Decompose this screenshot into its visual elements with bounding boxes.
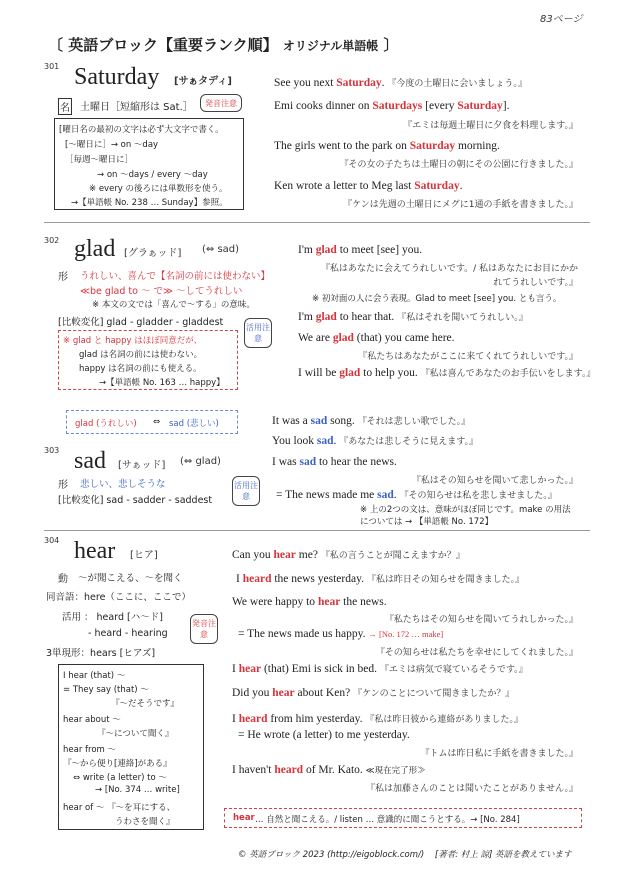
- example-sentence: Can you hear me? 『私の言うことが聞こえますか？』: [232, 549, 465, 561]
- example-sentence: I was sad to hear the news.: [272, 456, 397, 468]
- pronunciation-badge: 発音注意: [190, 614, 218, 644]
- usage-note-box: [58, 330, 238, 390]
- example-sentence: The girls went to the park on Saturday morning.: [274, 140, 500, 152]
- title-main: 英語ブロック【重要ランク順】: [68, 36, 278, 54]
- conjugation: - heard - hearing: [88, 628, 168, 639]
- note-line: 『～について聞く』: [97, 729, 174, 739]
- entry-number: 301: [44, 62, 60, 71]
- translation: 『あなたは悲しそうに見えます。』: [339, 436, 479, 446]
- part-of-speech: 形: [58, 272, 68, 283]
- note-line: ※ glad と happy はほぼ同意だが、: [63, 336, 203, 346]
- usage-note-box: [58, 664, 204, 830]
- homophone: 同音語：here（ここに、ここで）: [46, 592, 191, 603]
- part-of-speech: 名: [58, 98, 72, 115]
- example-sentence: I'm glad to hear that. 『私はそれを聞いてうれしい。』: [298, 311, 528, 323]
- meaning: ～が聞こえる、～を聞く: [78, 573, 183, 584]
- conjugation: 活用 ： heard [ハ～ド]: [62, 612, 163, 623]
- example-sentence: Did you hear about Ken? 『ケンのことについて聞きましたか？』: [232, 687, 515, 699]
- translation: 『今度の土曜日に会いましょう。』: [387, 78, 527, 88]
- note-line: → [No. 374 … write]: [95, 785, 180, 795]
- pronunciation: [サぁタディ]: [174, 76, 232, 87]
- example-sentence: It was a sad song. 『それは悲しい歌でした。』: [272, 415, 471, 427]
- translation: 『私はあなたに会えてうれしいです。/ 私はあなたにお目にかかれてうれしいです。』: [320, 264, 578, 288]
- conjugation-badge: 活用注意: [244, 318, 272, 348]
- comparison-forms: [比較変化] glad - gladder - gladdest: [58, 317, 224, 328]
- note-line: 『～から便り[連絡]がある』: [63, 759, 172, 769]
- note-line: うわさを聞く』: [115, 817, 175, 827]
- example-sentence: I heard from him yesterday. 『私は昨日彼から連絡がありました。』: [232, 713, 523, 725]
- entry-number: 303: [44, 446, 60, 455]
- translation: 『私たちはあなたがここに来てくれてうれしいです。』: [358, 352, 578, 362]
- note-line: [～曜日に］→ on ～day: [65, 140, 159, 150]
- note-line: = They say (that) ～: [63, 685, 149, 695]
- contrast-arrow: ⇔: [153, 417, 161, 427]
- translation: 『私の言うことが聞こえますか？』: [320, 550, 465, 560]
- footer-copyright: © 英語ブロック 2023: [238, 850, 325, 860]
- example-sentence: = He wrote (a letter) to me yesterday.: [238, 729, 410, 741]
- translation: 『私は昨日その知らせを聞きました。』: [366, 574, 525, 584]
- translation: 『私はそれを聞いてうれしい。』: [397, 312, 528, 322]
- example-sentence: See you next Saturday. 『今度の土曜日に会いましょう。』: [274, 77, 527, 89]
- translation: 『ケンは先週の土曜日にメグに1通の手紙を書きました。』: [343, 200, 578, 210]
- title-close-bracket: 〕: [383, 36, 399, 54]
- grammar-pattern: ≪be glad to ～ で≫ ～してうれしい: [80, 286, 243, 297]
- contrast-box: [66, 410, 238, 434]
- conjugation-badge: 活用注意: [232, 476, 260, 506]
- translation: 『トムは昨日私に手紙を書きました。』: [420, 749, 578, 759]
- translation: 『私は喜んであなたのお手伝いをします。』: [420, 368, 596, 378]
- pattern-note: ※ 本文の文では「喜んで～する」の意味。: [92, 300, 255, 310]
- part-of-speech: 動: [58, 574, 68, 585]
- usage-note-box: [54, 118, 244, 210]
- example-sentence: Emi cooks dinner on Saturdays [every Saturday].: [274, 100, 510, 112]
- hear-listen-note: [224, 808, 582, 828]
- page-number: 83ページ: [540, 14, 583, 25]
- pronunciation: [ヒア]: [130, 550, 158, 561]
- translation: 『私は昨日彼から連絡がありました。』: [365, 714, 523, 724]
- antonym: (⇔ sad): [202, 244, 240, 255]
- note-line: hear about ～: [63, 715, 121, 725]
- grammar-tag: ≪現在完了形≫: [365, 765, 426, 775]
- example-sentence: Ken wrote a letter to Meg last Saturday.: [274, 180, 463, 192]
- note-line: ⇔ write (a letter) to ～: [73, 773, 167, 783]
- translation: 『それは悲しい歌でした。』: [357, 416, 471, 426]
- example-sentence: I haven't heard of Mr. Kato. ≪現在完了形≫: [232, 764, 426, 776]
- translation: 『その知らせは私を悲しませました。』: [399, 490, 557, 500]
- note-line: →【単語帳 No. 163 … happy】: [99, 378, 225, 388]
- title-open-bracket: 〔: [48, 36, 64, 54]
- example-sentence: I will be glad to help you. 『私は喜んであなたのお手伝いをします。』: [298, 367, 596, 379]
- note-keyword: hear: [233, 813, 255, 823]
- entry-number: 302: [44, 236, 60, 245]
- note-line: ※ every の後ろには単数形を使う。: [89, 184, 228, 194]
- note-line: →【単語帳 No. 238 … Sunday】参照。: [71, 198, 228, 208]
- comparison-forms: [比較変化] sad - sadder - saddest: [58, 495, 213, 506]
- footer: [238, 848, 572, 860]
- headword: sad: [74, 448, 106, 474]
- translation: 『その知らせは私たちを幸せにしてくれました。』: [375, 648, 578, 658]
- note-line: hear of ～ 『～を耳にする、: [63, 803, 176, 813]
- translation: 『エミは病気で寝ているそうです。』: [379, 664, 528, 674]
- note-line: [曜日名の最初の文字は必ず大文字で書く。: [59, 125, 224, 135]
- example-sentence: We are glad (that) you came here.: [298, 332, 455, 344]
- translation: 『私はその知らせを聞いて悲しかった。』: [411, 476, 578, 486]
- usage-note: ※ 上の2つの文は、意味がほぼ同じです。make の用法については → 【単語帳 No. 172】: [360, 505, 571, 527]
- note-line: ［毎週～曜日に］: [65, 155, 134, 165]
- note-line: I hear (that) ～: [63, 671, 126, 681]
- entry-number: 304: [44, 536, 60, 545]
- example-sentence: I hear (that) Emi is sick in bed. 『エミは病気で寝ているそうです。』: [232, 663, 528, 675]
- headword: Saturday: [74, 64, 160, 90]
- example-sentence: = The news made me sad. 『その知らせは私を悲しませました。』: [276, 489, 557, 501]
- usage-note: ※ 初対面の人に会う表現。Glad to meet [see] you. とも言う。: [312, 294, 562, 304]
- pronunciation: [サぁッド]: [118, 460, 166, 471]
- note-line: 『～だそうです』: [111, 699, 180, 709]
- note-line: happy は名詞の前にも使える。: [79, 364, 202, 374]
- example-sentence: I heard the news yesterday. 『私は昨日その知らせを聞きました。』: [236, 573, 525, 585]
- translation: 『その女の子たちは土曜日の朝にその公園に行きました。』: [339, 160, 578, 170]
- third-person-form: 3単現形：hears [ヒアズ]: [46, 648, 156, 659]
- part-of-speech: 形: [58, 480, 68, 491]
- translation: 『私は加藤さんのことは聞いたことがありません。』: [365, 784, 578, 794]
- cross-reference: → [No. 172 … make]: [368, 629, 444, 639]
- footer-author: [著者: 村上 諒] 英語を教えています: [434, 850, 572, 860]
- translation: 『私たちはその知らせを聞いてうれしかった。』: [384, 615, 578, 625]
- note-line: glad は名詞の前には使わない。: [79, 350, 203, 360]
- pronunciation: [グラぁッド]: [124, 248, 182, 259]
- note-text: … 自然と聞こえる。/ listen … 意識的に聞こうとする。→ [No. 284]: [255, 815, 520, 825]
- contrast-sad: sad (悲しい): [169, 419, 219, 429]
- example-sentence: You look sad. 『あなたは悲しそうに見えます。』: [272, 435, 479, 447]
- example-sentence: = The news made us happy. → [No. 172 … make]: [238, 628, 444, 640]
- pronunciation-badge: 発音注意: [200, 94, 242, 112]
- note-line: → on ～days / every ～day: [97, 170, 208, 180]
- headword: hear: [74, 538, 116, 564]
- headword: glad: [74, 236, 116, 262]
- meaning: うれしい、喜んで【名詞の前には使わない】: [80, 271, 271, 282]
- divider: [44, 222, 590, 223]
- translation: 『エミは毎週土曜日に夕食を料理します。』: [403, 121, 578, 131]
- title-sub: オリジナル単語帳: [282, 39, 379, 53]
- example-sentence: We were happy to hear the news.: [232, 596, 387, 608]
- note-line: hear from ～: [63, 745, 117, 755]
- contrast-glad: glad (うれしい): [75, 419, 137, 429]
- page-title: [48, 34, 399, 55]
- translation: 『ケンのことについて聞きましたか？』: [353, 688, 515, 698]
- meaning: 土曜日［短縮形は Sat.］: [80, 102, 193, 113]
- footer-url[interactable]: (http://eigoblock.com/): [327, 850, 425, 860]
- meaning: 悲しい、悲しそうな: [80, 479, 166, 490]
- example-sentence: I'm glad to meet [see] you.: [298, 244, 423, 256]
- antonym: (⇔ glad): [180, 456, 221, 467]
- divider: [44, 530, 590, 531]
